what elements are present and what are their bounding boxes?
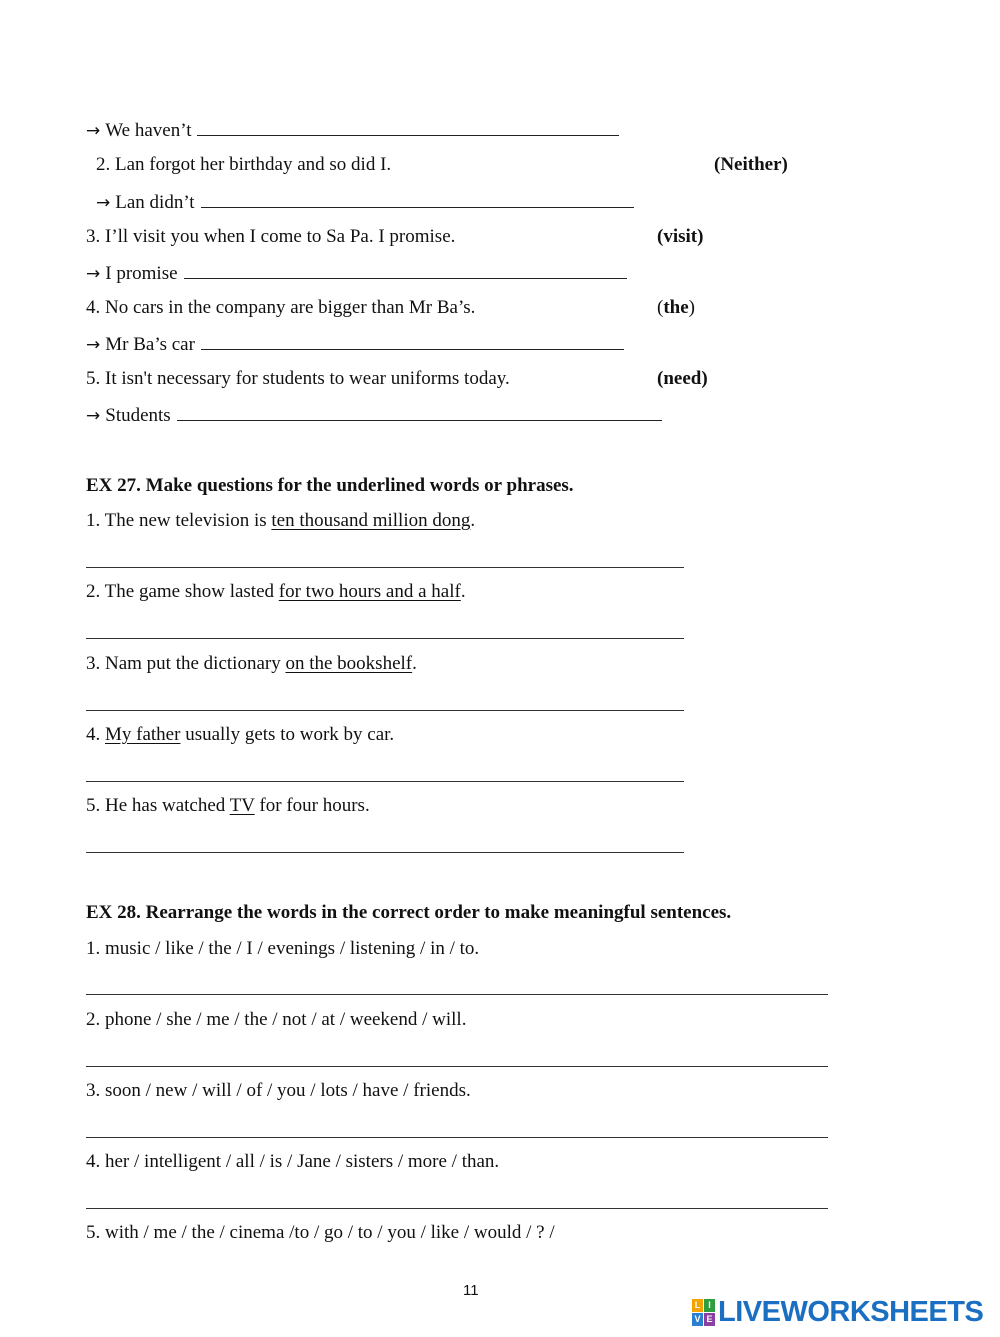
prev-item-3-hint: (visit) bbox=[657, 226, 704, 247]
page-number: 11 bbox=[463, 1282, 479, 1299]
ex28-answer-line-4[interactable] bbox=[86, 1208, 828, 1209]
answer-blank[interactable] bbox=[201, 331, 624, 350]
ex27-answer-line-1[interactable] bbox=[86, 567, 684, 568]
answer-blank[interactable] bbox=[177, 402, 662, 421]
ex28-item-3: 3. soon / new / will / of / you / lots / have / friends. bbox=[86, 1080, 471, 1101]
ex27-answer-line-5[interactable] bbox=[86, 852, 684, 853]
answer-blank[interactable] bbox=[201, 189, 634, 208]
arrow-icon: → bbox=[86, 264, 101, 284]
prev-item-1-answer bbox=[86, 117, 619, 143]
ex27-heading: EX 27. Make questions for the underlined words or phrases. bbox=[86, 475, 574, 496]
underlined-phrase: for two hours and a half bbox=[278, 581, 461, 602]
prev-item-3-answer bbox=[86, 260, 627, 286]
prev-item-4-answer bbox=[86, 331, 624, 357]
prev-item-2-hint: (Neither) bbox=[714, 154, 788, 175]
ex27-item-2: 2. The game show lasted for two hours and a half. bbox=[86, 581, 466, 602]
prev-item-5-hint: (need) bbox=[657, 368, 708, 389]
logo-square-e: E bbox=[704, 1313, 715, 1326]
ex27-item-1: 1. The new television is ten thousand million dong. bbox=[86, 510, 476, 531]
underlined-phrase: TV bbox=[229, 795, 255, 816]
ex27-answer-line-4[interactable] bbox=[86, 781, 684, 782]
arrow-icon: → bbox=[86, 121, 101, 141]
ex27-item-3: 3. Nam put the dictionary on the bookshelf. bbox=[86, 653, 417, 674]
prev-item-2-sentence: 2. Lan forgot her birthday and so did I. bbox=[96, 154, 392, 175]
prev-item-5-sentence: 5. It isn't necessary for students to wear uniforms today. bbox=[86, 368, 510, 389]
arrow-icon: → bbox=[86, 335, 101, 355]
answer-lead: Students bbox=[105, 405, 171, 426]
liveworksheets-logo[interactable] bbox=[692, 1296, 983, 1329]
underlined-phrase: ten thousand million dong bbox=[271, 510, 471, 531]
arrow-icon: → bbox=[86, 406, 101, 426]
ex27-item-4: 4. My father usually gets to work by car. bbox=[86, 724, 395, 745]
ex28-heading: EX 28. Rearrange the words in the correct order to make meaningful sentences. bbox=[86, 902, 732, 923]
logo-square-l: L bbox=[692, 1299, 703, 1312]
underlined-phrase: My father bbox=[105, 724, 181, 745]
answer-lead: I promise bbox=[105, 263, 178, 284]
ex28-answer-line-1[interactable] bbox=[86, 994, 828, 995]
ex28-answer-line-2[interactable] bbox=[86, 1066, 828, 1067]
ex27-item-5: 5. He has watched TV for four hours. bbox=[86, 795, 370, 816]
prev-item-4-sentence: 4. No cars in the company are bigger than Mr Ba’s. bbox=[86, 297, 476, 318]
prev-item-2-answer bbox=[96, 189, 634, 215]
arrow-icon: → bbox=[96, 193, 111, 213]
prev-item-3-sentence: 3. I’ll visit you when I come to Sa Pa. I promise. bbox=[86, 226, 456, 247]
ex28-answer-line-3[interactable] bbox=[86, 1137, 828, 1138]
ex28-item-1: 1. music / like / the / I / evenings / listening / in / to. bbox=[86, 938, 480, 959]
logo-square-v: V bbox=[692, 1313, 703, 1326]
hint-word: the bbox=[663, 297, 689, 318]
answer-blank[interactable] bbox=[184, 260, 627, 279]
prev-item-5-answer bbox=[86, 402, 662, 428]
ex28-item-5: 5. with / me / the / cinema /to / go / to / you / like / would / ? / bbox=[86, 1222, 555, 1243]
answer-lead: Lan didn’t bbox=[115, 192, 195, 213]
ex27-answer-line-2[interactable] bbox=[86, 638, 684, 639]
answer-lead: We haven’t bbox=[105, 120, 192, 141]
underlined-phrase: on the bookshelf bbox=[285, 653, 413, 674]
ex27-answer-line-3[interactable] bbox=[86, 710, 684, 711]
liveworksheets-icon bbox=[692, 1299, 715, 1326]
logo-square-i: I bbox=[704, 1299, 715, 1312]
ex28-item-4: 4. her / intelligent / all / is / Jane / sisters / more / than. bbox=[86, 1151, 500, 1172]
prev-item-4-hint: (the) bbox=[657, 297, 695, 318]
ex28-item-2: 2. phone / she / me / the / not / at / weekend / will. bbox=[86, 1009, 467, 1030]
answer-blank[interactable] bbox=[197, 117, 619, 136]
liveworksheets-wordmark: LIVEWORKSHEETS bbox=[718, 1296, 984, 1328]
answer-lead: Mr Ba’s car bbox=[105, 334, 195, 355]
